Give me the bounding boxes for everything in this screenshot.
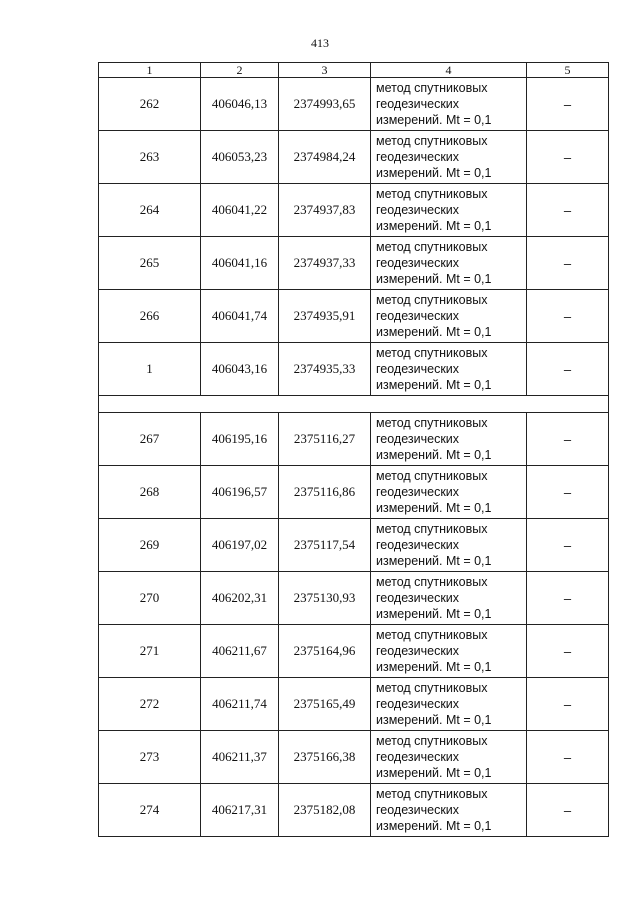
table-row xyxy=(99,131,609,184)
note-cell: – xyxy=(527,731,609,784)
x-coordinate-cell: 406211,74 xyxy=(201,678,279,731)
table-row xyxy=(99,237,609,290)
point-number-cell: 273 xyxy=(99,731,201,784)
y-coordinate-cell: 2374937,83 xyxy=(279,184,371,237)
point-number-cell: 268 xyxy=(99,466,201,519)
method-text-line: измерений. Mt = 0,1 xyxy=(376,325,492,339)
x-coordinate-cell: 406053,23 xyxy=(201,131,279,184)
x-coordinate-cell: 406041,16 xyxy=(201,237,279,290)
x-coordinate-cell: 406041,22 xyxy=(201,184,279,237)
table-row xyxy=(99,184,609,237)
method-text-line: геодезических xyxy=(376,750,460,764)
header-cell-1: 1 xyxy=(99,63,201,78)
x-coordinate-cell: 406211,37 xyxy=(201,731,279,784)
method-text-line: геодезических xyxy=(376,362,460,376)
method-text-line: геодезических xyxy=(376,485,460,499)
method-text-line: геодезических xyxy=(376,203,460,217)
point-number-cell: 266 xyxy=(99,290,201,343)
table-row xyxy=(99,519,609,572)
x-coordinate-cell: 406197,02 xyxy=(201,519,279,572)
method-text-line: метод спутниковых xyxy=(376,81,488,95)
y-coordinate-cell: 2374993,65 xyxy=(279,78,371,131)
method-text-line: измерений. Mt = 0,1 xyxy=(376,219,492,233)
method-text-line: геодезических xyxy=(376,256,460,270)
point-number-cell: 270 xyxy=(99,572,201,625)
method-text-line: геодезических xyxy=(376,697,460,711)
method-text-line: метод спутниковых xyxy=(376,787,488,801)
y-coordinate-cell: 2374984,24 xyxy=(279,131,371,184)
table-row xyxy=(99,413,609,466)
table-row xyxy=(99,572,609,625)
point-number-cell: 274 xyxy=(99,784,201,837)
method-text-line: метод спутниковых xyxy=(376,469,488,483)
y-coordinate-cell: 2374935,33 xyxy=(279,343,371,396)
method-text-line: измерений. Mt = 0,1 xyxy=(376,501,492,515)
y-coordinate-cell: 2375164,96 xyxy=(279,625,371,678)
group-separator-row xyxy=(99,396,609,413)
note-cell: – xyxy=(527,131,609,184)
note-cell: – xyxy=(527,343,609,396)
method-text-line: геодезических xyxy=(376,591,460,605)
method-text-line: метод спутниковых xyxy=(376,734,488,748)
method-text-line: геодезических xyxy=(376,803,460,817)
point-number-cell: 265 xyxy=(99,237,201,290)
note-cell: – xyxy=(527,290,609,343)
y-coordinate-cell: 2375116,27 xyxy=(279,413,371,466)
method-text-line: метод спутниковых xyxy=(376,575,488,589)
header-cell-5: 5 xyxy=(527,63,609,78)
header-row xyxy=(99,63,609,78)
method-text-line: метод спутниковых xyxy=(376,681,488,695)
method-text-line: измерений. Mt = 0,1 xyxy=(376,113,492,127)
x-coordinate-cell: 406202,31 xyxy=(201,572,279,625)
note-cell: – xyxy=(527,466,609,519)
method-cell xyxy=(371,343,527,396)
method-text-line: измерений. Mt = 0,1 xyxy=(376,554,492,568)
point-number-cell: 267 xyxy=(99,413,201,466)
point-number-cell: 272 xyxy=(99,678,201,731)
method-text-line: измерений. Mt = 0,1 xyxy=(376,766,492,780)
table-row xyxy=(99,678,609,731)
method-cell xyxy=(371,78,527,131)
method-cell xyxy=(371,237,527,290)
table-row xyxy=(99,290,609,343)
point-number-cell: 264 xyxy=(99,184,201,237)
header-cell-2: 2 xyxy=(201,63,279,78)
method-text-line: измерений. Mt = 0,1 xyxy=(376,819,492,833)
method-text-line: метод спутниковых xyxy=(376,416,488,430)
x-coordinate-cell: 406041,74 xyxy=(201,290,279,343)
method-text-line: геодезических xyxy=(376,97,460,111)
method-text-line: метод спутниковых xyxy=(376,293,488,307)
note-cell: – xyxy=(527,78,609,131)
note-cell: – xyxy=(527,413,609,466)
x-coordinate-cell: 406211,67 xyxy=(201,625,279,678)
method-cell xyxy=(371,572,527,625)
y-coordinate-cell: 2375130,93 xyxy=(279,572,371,625)
table-row xyxy=(99,466,609,519)
method-cell xyxy=(371,466,527,519)
method-text-line: геодезических xyxy=(376,150,460,164)
note-cell: – xyxy=(527,519,609,572)
method-text-line: метод спутниковых xyxy=(376,522,488,536)
point-number-cell: 1 xyxy=(99,343,201,396)
method-text-line: измерений. Mt = 0,1 xyxy=(376,660,492,674)
method-text-line: метод спутниковых xyxy=(376,187,488,201)
point-number-cell: 269 xyxy=(99,519,201,572)
note-cell: – xyxy=(527,784,609,837)
method-cell xyxy=(371,519,527,572)
note-cell: – xyxy=(527,184,609,237)
method-cell xyxy=(371,290,527,343)
method-cell xyxy=(371,131,527,184)
point-number-cell: 271 xyxy=(99,625,201,678)
table-row xyxy=(99,625,609,678)
header-cell-3: 3 xyxy=(279,63,371,78)
method-cell xyxy=(371,184,527,237)
y-coordinate-cell: 2375166,38 xyxy=(279,731,371,784)
method-text-line: метод спутниковых xyxy=(376,628,488,642)
page-number: 413 xyxy=(311,36,329,50)
header-cell-4: 4 xyxy=(371,63,527,78)
method-text-line: измерений. Mt = 0,1 xyxy=(376,607,492,621)
method-text-line: измерений. Mt = 0,1 xyxy=(376,378,492,392)
method-text-line: геодезических xyxy=(376,309,460,323)
x-coordinate-cell: 406043,16 xyxy=(201,343,279,396)
y-coordinate-cell: 2374937,33 xyxy=(279,237,371,290)
x-coordinate-cell: 406196,57 xyxy=(201,466,279,519)
method-cell xyxy=(371,678,527,731)
method-cell xyxy=(371,784,527,837)
method-text-line: метод спутниковых xyxy=(376,346,488,360)
group-separator-cell xyxy=(99,396,609,413)
coordinates-table xyxy=(98,62,609,837)
method-text-line: метод спутниковых xyxy=(376,134,488,148)
method-cell xyxy=(371,413,527,466)
y-coordinate-cell: 2375182,08 xyxy=(279,784,371,837)
y-coordinate-cell: 2375117,54 xyxy=(279,519,371,572)
y-coordinate-cell: 2375165,49 xyxy=(279,678,371,731)
note-cell: – xyxy=(527,625,609,678)
point-number-cell: 263 xyxy=(99,131,201,184)
x-coordinate-cell: 406046,13 xyxy=(201,78,279,131)
method-text-line: измерений. Mt = 0,1 xyxy=(376,272,492,286)
method-text-line: геодезических xyxy=(376,644,460,658)
table-body xyxy=(99,63,609,837)
y-coordinate-cell: 2374935,91 xyxy=(279,290,371,343)
note-cell: – xyxy=(527,237,609,290)
point-number-cell: 262 xyxy=(99,78,201,131)
table-row xyxy=(99,784,609,837)
x-coordinate-cell: 406217,31 xyxy=(201,784,279,837)
table-row xyxy=(99,343,609,396)
method-text-line: измерений. Mt = 0,1 xyxy=(376,448,492,462)
method-cell xyxy=(371,625,527,678)
method-text-line: геодезических xyxy=(376,538,460,552)
y-coordinate-cell: 2375116,86 xyxy=(279,466,371,519)
method-text-line: геодезических xyxy=(376,432,460,446)
note-cell: – xyxy=(527,572,609,625)
table-row xyxy=(99,78,609,131)
x-coordinate-cell: 406195,16 xyxy=(201,413,279,466)
method-text-line: измерений. Mt = 0,1 xyxy=(376,713,492,727)
note-cell: – xyxy=(527,678,609,731)
method-text-line: измерений. Mt = 0,1 xyxy=(376,166,492,180)
table-row xyxy=(99,731,609,784)
method-text-line: метод спутниковых xyxy=(376,240,488,254)
method-cell xyxy=(371,731,527,784)
